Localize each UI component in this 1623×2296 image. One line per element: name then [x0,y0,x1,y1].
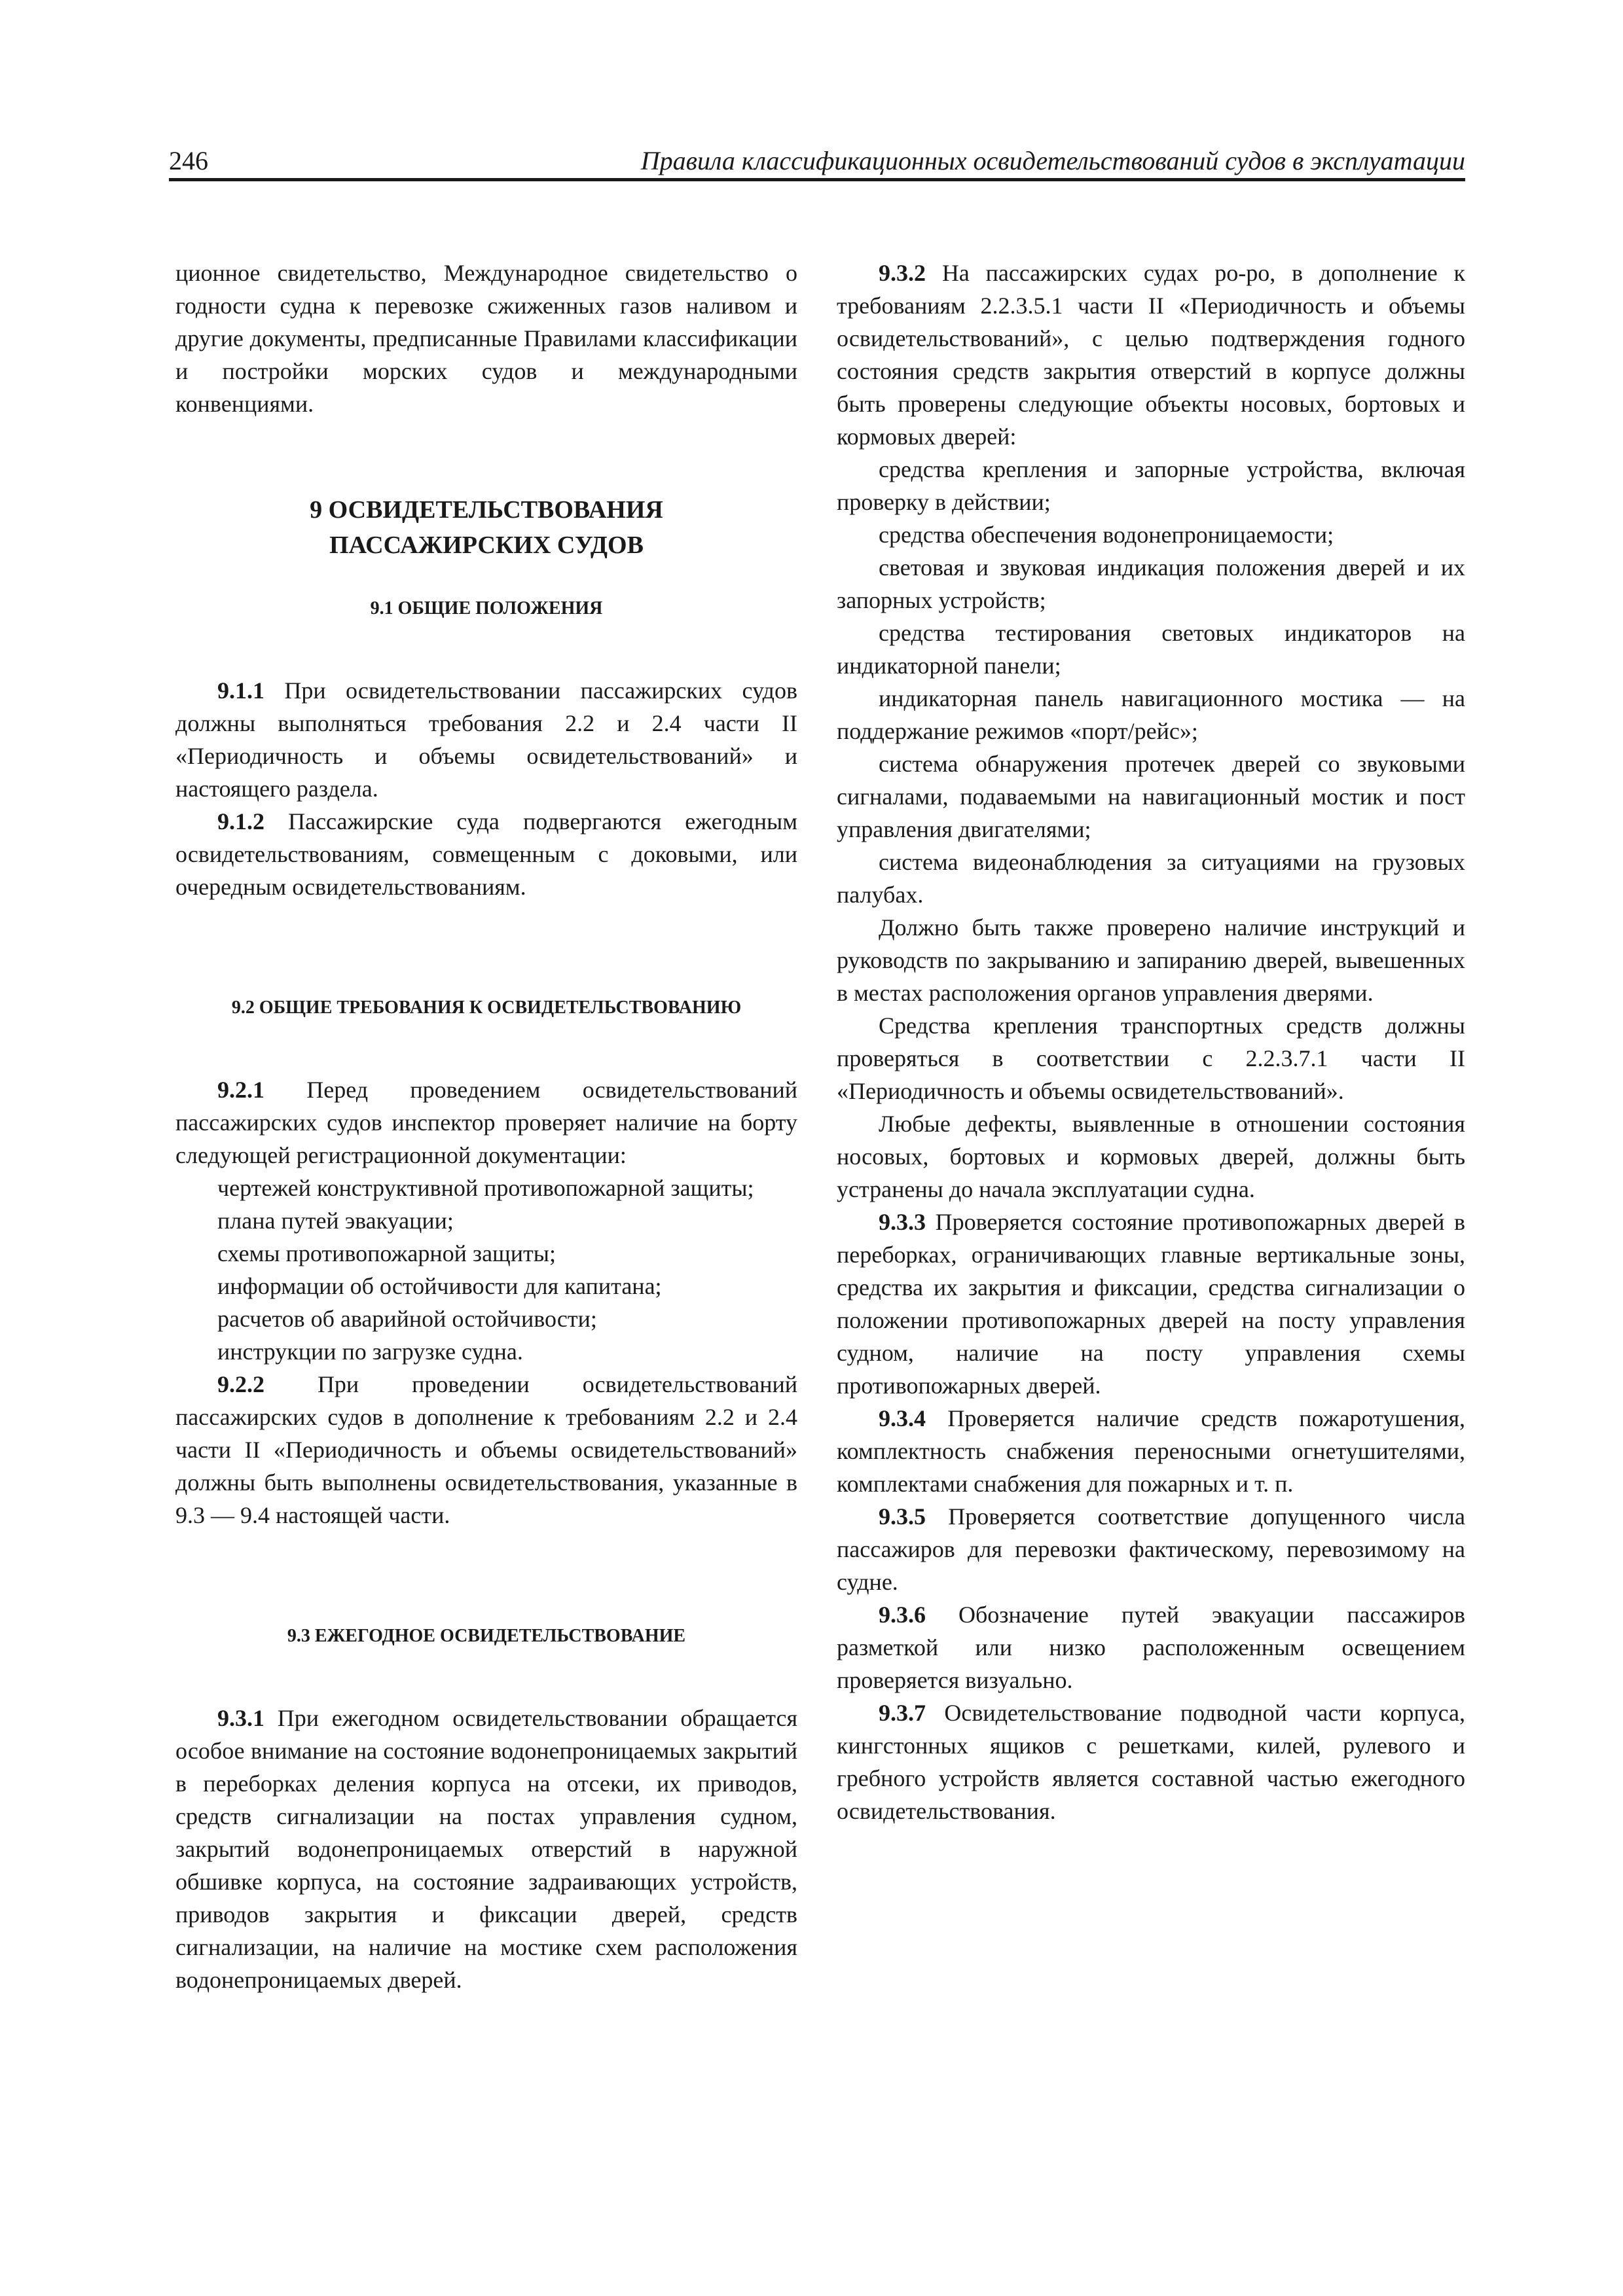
list-item: система обнаружения протечек дверей со звуковыми сигналами, подаваемыми на навигационный мостик и пост управления двигателями; [837,751,1465,842]
list-item: средства тестирования световых индикаторов на индикаторной панели; [837,620,1465,679]
running-title: Правила классификационных освидетельствований судов в эксплуатации [640,146,1465,175]
paragraph-text: Проверяется наличие средств пожаротушения, комплектность снабжения переносными огнетушителями, комплектами снабжения для пожарных и т. п. [837,1405,1466,1497]
paragraph-number: 9.3.6 [879,1602,926,1628]
paragraph-number: 9.3.7 [879,1700,926,1726]
page-header [169,145,1465,181]
list-item: плана путей эвакуации; [217,1208,454,1234]
paragraph-9-3-5 [837,1500,1465,1598]
paragraph-9-1-2 [175,805,797,903]
section-title-9-1: 9.1 ОБЩИЕ ПОЛОЖЕНИЯ [370,598,603,619]
list-item: индикаторная панель навигационного мостика — на поддержание режимов «порт/рейс»; [837,685,1465,744]
paragraph-9-3-1 [175,1702,797,1996]
paragraph-9-1-1 [175,674,797,805]
right-column [837,257,1465,1827]
paragraph-number: 9.3.3 [879,1209,926,1235]
paragraph-text: При ежегодном освидетельствовании обращается особое внимание на состояние водонепроницаемых закрытий в переборках деления корпуса на отсеки, их приводов, средств сигнализации на постах управления судном, закрытий водонепроницаемых отверстий в наружной обшивке корпуса, на состояние задраивающих устройств, приводов закрытия и фиксации дверей, средств сигнализации, на наличие на мостике схем расположения водонепроницаемых дверей. [175,1705,798,1993]
paragraph-9-2-2 [175,1368,797,1532]
list-item: средства обеспечения водонепроницаемости; [879,522,1334,548]
paragraph-number: 9.3.2 [879,260,926,286]
left-column [175,257,797,1996]
list-item: расчетов об аварийной остойчивости; [217,1306,597,1332]
paragraph-text: Проверяется соответствие допущенного числа пассажиров для перевозки фактическому, перевозимому на судне. [837,1503,1465,1595]
list-item: информации об остойчивости для капитана; [217,1273,662,1299]
paragraph-9-3-2 [837,257,1465,453]
paragraph-9-3-7 [837,1696,1465,1827]
paragraph-number: 9.3.5 [879,1503,926,1530]
chapter-title-line1: 9 ОСВИДЕТЕЛЬСТВОВАНИЯ [310,496,663,524]
paragraph-9-3-3 [837,1206,1465,1402]
paragraph-number: 9.1.1 [217,677,264,704]
header-rule [169,178,1465,181]
list-item: световая и звуковая индикация положения дверей и их запорных устройств; [837,554,1465,613]
paragraph-number: 9.3.1 [217,1705,264,1731]
list-item: инструкции по загрузке судна. [217,1338,523,1365]
paragraph-text: При проведении освидетельствований пассажирских судов в дополнение к требованиям 2.2 и 2.4 части II «Периодичность и объемы освидетельствований» должны быть выполнены освидетельствования, указанные в 9.3 — 9.4 настоящей части. [175,1371,798,1528]
paragraph-text: Проверяется состояние противопожарных дверей в переборках, ограничивающих главные вертикальные зоны, средства их закрытия и фиксации, средства сигнализации о положении противопожарных дверей на посту управления судном, наличие на посту управления схемы противопожарных дверей. [837,1209,1465,1399]
paragraph-text-block: Средства крепления транспортных средств должны проверяться в соответствии с 2.2.3.7.1 части II «Периодичность и объемы освидетельствований». [837,1013,1465,1104]
paragraph-text: Освидетельствование подводной части корпуса, кингстонных ящиков с решетками, килей, рулевого и гребного устройств является составной частью ежегодного освидетельствования. [837,1700,1465,1824]
paragraph-text-block: Любые дефекты, выявленные в отношении состояния носовых, бортовых и кормовых дверей, должны быть устранены до начала эксплуатации судна. [837,1111,1465,1202]
paragraph-9-3-6 [837,1598,1465,1696]
paragraph-text: При освидетельствовании пассажирских судов должны выполняться требования 2.2 и 2.4 части II «Периодичность и объемы освидетельствований» и настоящего раздела. [175,677,797,802]
chapter-title [175,492,797,563]
paragraph-number: 9.2.2 [217,1371,264,1397]
paragraph-9-3-4 [837,1402,1465,1500]
list-item: средства крепления и запорные устройства, включая проверку в действии; [837,456,1465,515]
list-item: чертежей конструктивной противопожарной защиты; [217,1175,754,1201]
paragraph-text: Обозначение путей эвакуации пассажиров разметкой или низко расположенным освещением проверяется визуально. [837,1602,1466,1693]
paragraph-9-2-1 [175,1073,797,1172]
section-title-9-3: 9.3 ЕЖЕГОДНОЕ ОСВИДЕТЕЛЬСТВОВАНИЕ [287,1626,686,1646]
section-title-9-2: 9.2 ОБЩИЕ ТРЕБОВАНИЯ К ОСВИДЕТЕЛЬСТВОВАНИЮ [231,997,742,1018]
paragraph-number: 9.1.2 [217,808,264,834]
paragraph-text-block: Должно быть также проверено наличие инструкций и руководств по закрыванию и запиранию дверей, вывешенных в местах расположения органов управления дверями. [837,914,1465,1006]
paragraph-text: Пассажирские суда подвергаются ежегодным освидетельствованиям, совмещенным с доковыми, или очередным освидетельствованиям. [175,808,798,900]
paragraph-number: 9.2.1 [217,1077,264,1103]
intro-paragraph: ционное свидетельство, Международное свидетельство о годности судна к перевозке сжиженных газов наливом и другие документы, предписанные Правилами классификации и постройки морских судов и международными конвенциями. [175,260,797,417]
paragraph-text: На пассажирских судах ро-ро, в дополнение к требованиям 2.2.3.5.1 части II «Периодичность и объемы освидетельствований», с целью подтверждения годного состояния средств закрытия отверстий в корпусе должны быть проверены следующие объекты носовых, бортовых и кормовых дверей: [837,260,1465,450]
list-item: схемы противопожарной защиты; [217,1240,556,1266]
paragraph-text: Перед проведением освидетельствований пассажирских судов инспектор проверяет наличие на борту следующей регистрационной документации: [175,1077,798,1168]
list-item: система видеонаблюдения за ситуациями на грузовых палубах. [837,849,1465,908]
chapter-title-line2: ПАССАЖИРСКИХ СУДОВ [329,531,644,559]
paragraph-number: 9.3.4 [879,1405,926,1431]
page-number: 246 [169,146,208,175]
